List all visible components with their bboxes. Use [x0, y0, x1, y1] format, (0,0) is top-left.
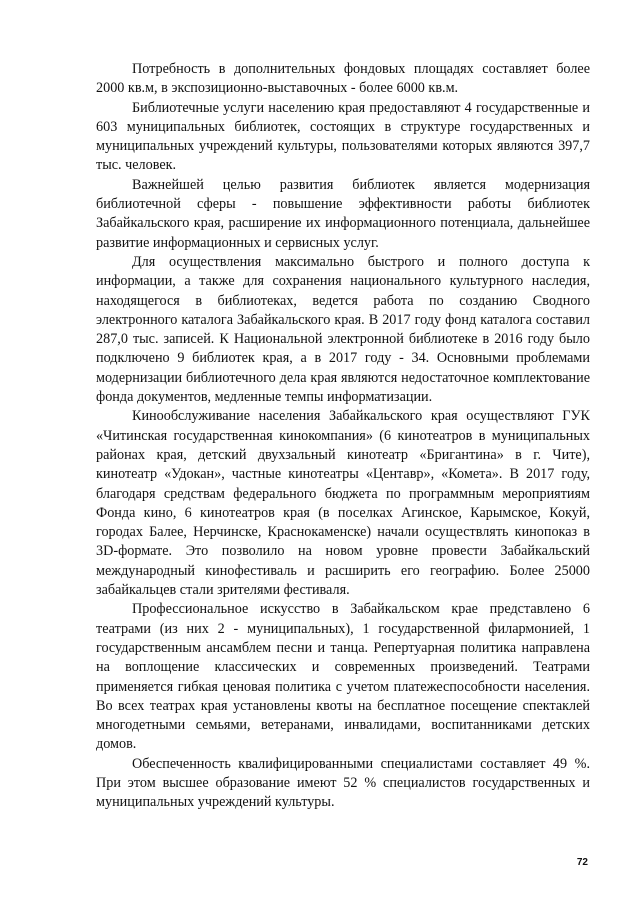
page-number: 72: [576, 857, 588, 868]
paragraph-storage-space: Потребность в дополнительных фондовых площадях составляет более 2000 кв.м, в экспозиционно-выставочных - более 6000 кв.м.: [96, 61, 590, 97]
document-body: [96, 60, 590, 813]
paragraph-cinema-services: Кинообслуживание населения Забайкальского края осуществляют ГУК «Читинская государственная кинокомпания» (6 кинотеатров в муниципальных районах края, детский двухзальный кинотеатр «Бригантина» в г. Чите), кинотеатр «Удокан», частные кинотеатры «Центавр», «Комета». В 2017 году, благодаря средствам федерального бюджета по программным мероприятиям Фонда кино, 6 кинотеатров края (в поселках Агинское, Карымское, Кокуй, городах Балее, Нерчинске, Краснокаменске) начали осуществлять кинопоказ в 3D-формате. Это позволило на новом уровне провести Забайкальский международный кинофестиваль и расширить его географию. Более 25000 забайкальцев стали зрителями фестиваля.: [96, 408, 590, 599]
paragraph-staff-qualification: Обеспеченность квалифицированными специалистами составляет 49 %. При этом высшее образование имеют 52 % специалистов государственных и муниципальных учреждений культуры.: [96, 755, 590, 811]
paragraph-library-modernization: Важнейшей целью развития библиотек является модернизация библиотечной сферы - повышение эффективности работы библиотек Забайкальского края, расширение их информационного потенциала, дальнейшее развитие информационных и сервисных услуг.: [96, 176, 590, 251]
paragraph-professional-art: Профессиональное искусство в Забайкальском крае представлено 6 театрами (из них 2 - муниципальных), 1 государственной филармонией, 1 государственным ансамблем песни и танца. Репертуарная политика направлена на воплощение классических и современных произведений. Театрами применяется гибкая ценовая политика с учетом платежеспособности населения. Во всех театрах края установлены квоты на бесплатное посещение спектаклей многодетными семьями, ветеранами, инвалидами, воспитанниками детских домов.: [96, 601, 590, 753]
paragraph-electronic-catalog: Для осуществления максимально быстрого и полного доступа к информации, а также для сохранения национального культурного наследия, находящегося в библиотеках, ведется работа по созданию Сводного электронного каталога Забайкальского края. В 2017 году фонд каталога составил 287,0 тыс. записей. К Национальной электронной библиотеке в 2016 году было подключено 9 библиотек края, а в 2017 году - 34. Основными проблемами модернизации библиотечного дела края являются недостаточное комплектование фонда документов, медленные темпы информатизации.: [96, 253, 590, 406]
paragraph-library-services: Библиотечные услуги населению края предоставляют 4 государственные и 603 муниципальных библиотек, состоящих в структуре государственных и муниципальных учреждений культуры, пользователями которых являются 397,7 тыс. человек.: [96, 99, 590, 174]
